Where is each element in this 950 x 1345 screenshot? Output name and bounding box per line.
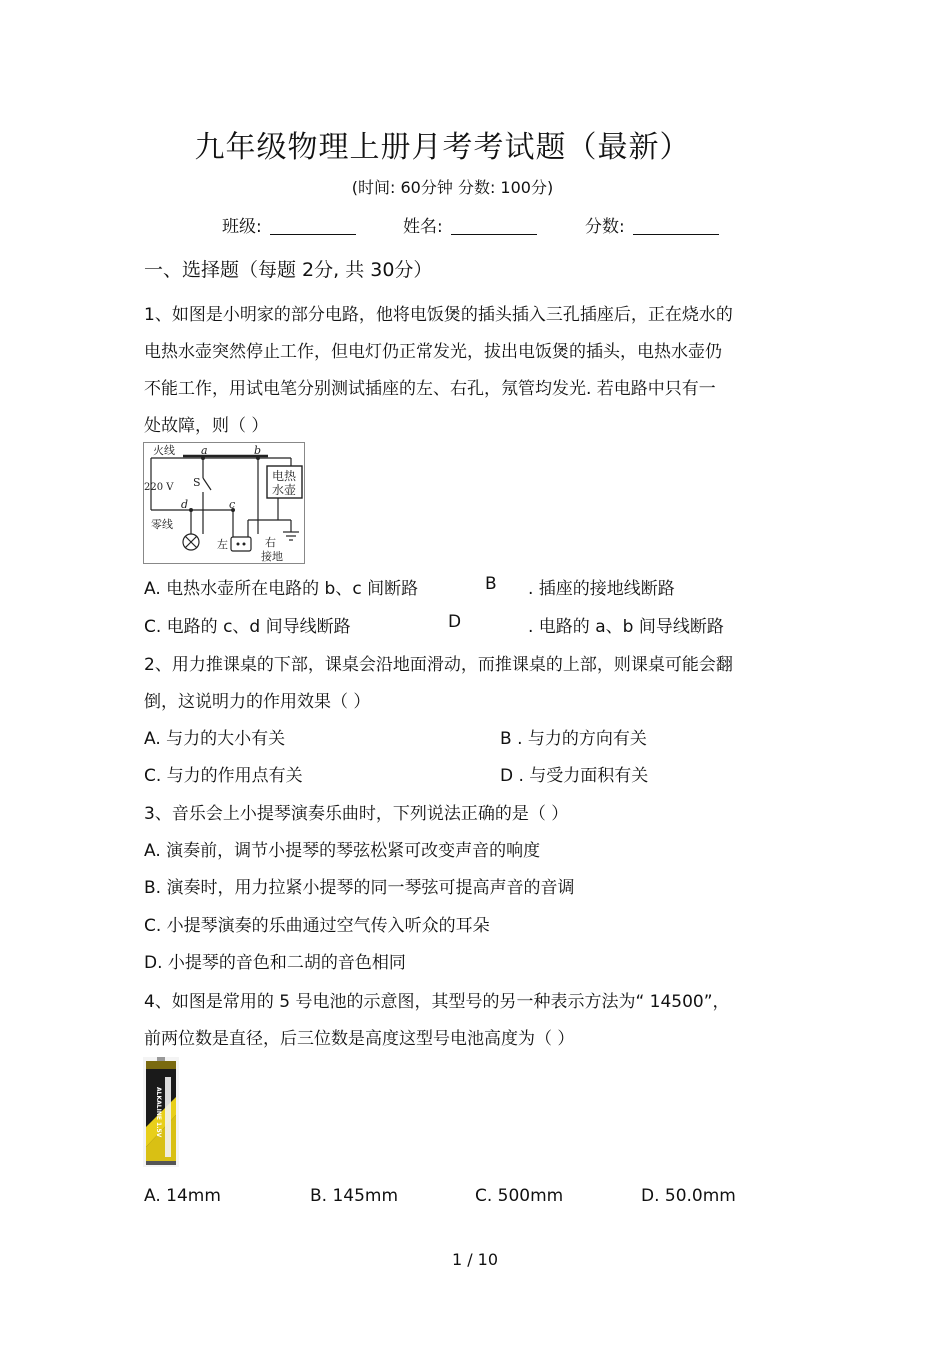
q2-option-d: D . 与受力面积有关 bbox=[500, 766, 649, 786]
page-title: 九年级物理上册月考考试题（最新） bbox=[194, 130, 691, 165]
q2-line-2: 倒，这说明力的作用效果（ ） bbox=[144, 692, 371, 712]
q3-line: 3、音乐会上小提琴演奏乐曲时，下列说法正确的是（ ） bbox=[144, 804, 569, 824]
q1-option-a: A. 电热水壶所在电路的 b、c 间断路 bbox=[144, 579, 419, 599]
battery-label: ALKALINE 1.5V bbox=[155, 1087, 162, 1138]
point-d-label: d bbox=[181, 498, 189, 511]
exam-time-score: (时间: 60分钟 分数: 100分) bbox=[351, 178, 554, 197]
q2-line-1: 2、用力推课桌的下部，课桌会沿地面滑动，而推课桌的上部，则课桌可能会翻 bbox=[144, 655, 733, 675]
q1-line-3: 不能工作，用试电笔分别测试插座的左、右孔，氖管均发光. 若电路中只有一 bbox=[144, 379, 716, 399]
switch-label: S bbox=[193, 476, 201, 489]
lamp-icon bbox=[183, 534, 199, 550]
live-wire-label: 火线 bbox=[153, 444, 175, 457]
q4-line-1: 4、如图是常用的 5 号电池的示意图，其型号的另一种表示方法为“ 14500”， bbox=[144, 992, 730, 1012]
page-number: 1 / 10 bbox=[451, 1250, 499, 1269]
q3-option-a: A. 演奏前，调节小提琴的琴弦松紧可改变声音的响度 bbox=[144, 841, 541, 861]
name-blank bbox=[451, 216, 537, 235]
score-label: 分数: bbox=[585, 217, 625, 237]
point-c-label: c bbox=[229, 498, 236, 511]
q4-line-2: 前两位数是直径，后三位数是高度这型号电池高度为（ ） bbox=[144, 1029, 575, 1049]
kettle-label-2: 水壶 bbox=[272, 483, 297, 497]
ground-label: 接地 bbox=[261, 550, 283, 563]
name-field bbox=[403, 212, 537, 237]
socket-right-label: 右 bbox=[265, 536, 276, 549]
q4-option-a: A. 14mm bbox=[144, 1186, 221, 1206]
circuit-diagram bbox=[143, 442, 305, 564]
q3-option-c: C. 小提琴演奏的乐曲通过空气传入听众的耳朵 bbox=[144, 916, 490, 936]
battery-image bbox=[143, 1057, 179, 1167]
q4-option-b: B. 145mm bbox=[310, 1186, 399, 1206]
voltage-label: 220 V bbox=[144, 482, 174, 493]
socket-left-label: 左 bbox=[217, 538, 228, 551]
section-heading: 一、选择题（每题 2分, 共 30分） bbox=[144, 259, 433, 281]
q1-option-d-letter: D bbox=[448, 612, 462, 632]
q3-option-b: B. 演奏时，用力拉紧小提琴的同一琴弦可提高声音的音调 bbox=[144, 878, 575, 898]
q2-option-c: C. 与力的作用点有关 bbox=[144, 766, 303, 786]
q2-option-b: B . 与力的方向有关 bbox=[500, 729, 647, 749]
q2-option-a: A. 与力的大小有关 bbox=[144, 729, 286, 749]
score-blank bbox=[633, 216, 719, 235]
q1-line-4: 处故障，则（ ） bbox=[144, 416, 269, 436]
class-blank bbox=[270, 216, 356, 235]
q3-option-d: D. 小提琴的音色和二胡的音色相同 bbox=[144, 953, 406, 973]
q1-line-2: 电热水壶突然停止工作，但电灯仍正常发光，拔出电饭煲的插头，电热水壶仍 bbox=[144, 342, 722, 362]
q1-option-c: C. 电路的 c、d 间导线断路 bbox=[144, 617, 351, 637]
kettle-label-1: 电热 bbox=[272, 469, 297, 483]
q1-line-1: 1、如图是小明家的部分电路，他将电饭煲的插头插入三孔插座后，正在烧水的 bbox=[144, 305, 733, 325]
q1-option-b-letter: B bbox=[485, 574, 497, 594]
q1-option-d: . 电路的 a、b 间导线断路 bbox=[528, 617, 724, 637]
class-field bbox=[222, 212, 356, 237]
name-label: 姓名: bbox=[403, 217, 443, 237]
point-a-label: a bbox=[201, 444, 208, 457]
point-b-label: b bbox=[254, 444, 262, 457]
score-field bbox=[585, 212, 719, 237]
class-label: 班级: bbox=[222, 217, 262, 237]
q1-option-b: . 插座的接地线断路 bbox=[528, 579, 675, 599]
q4-option-d: D. 50.0mm bbox=[641, 1186, 736, 1206]
neutral-wire-label: 零线 bbox=[151, 518, 173, 531]
q4-option-c: C. 500mm bbox=[475, 1186, 564, 1206]
